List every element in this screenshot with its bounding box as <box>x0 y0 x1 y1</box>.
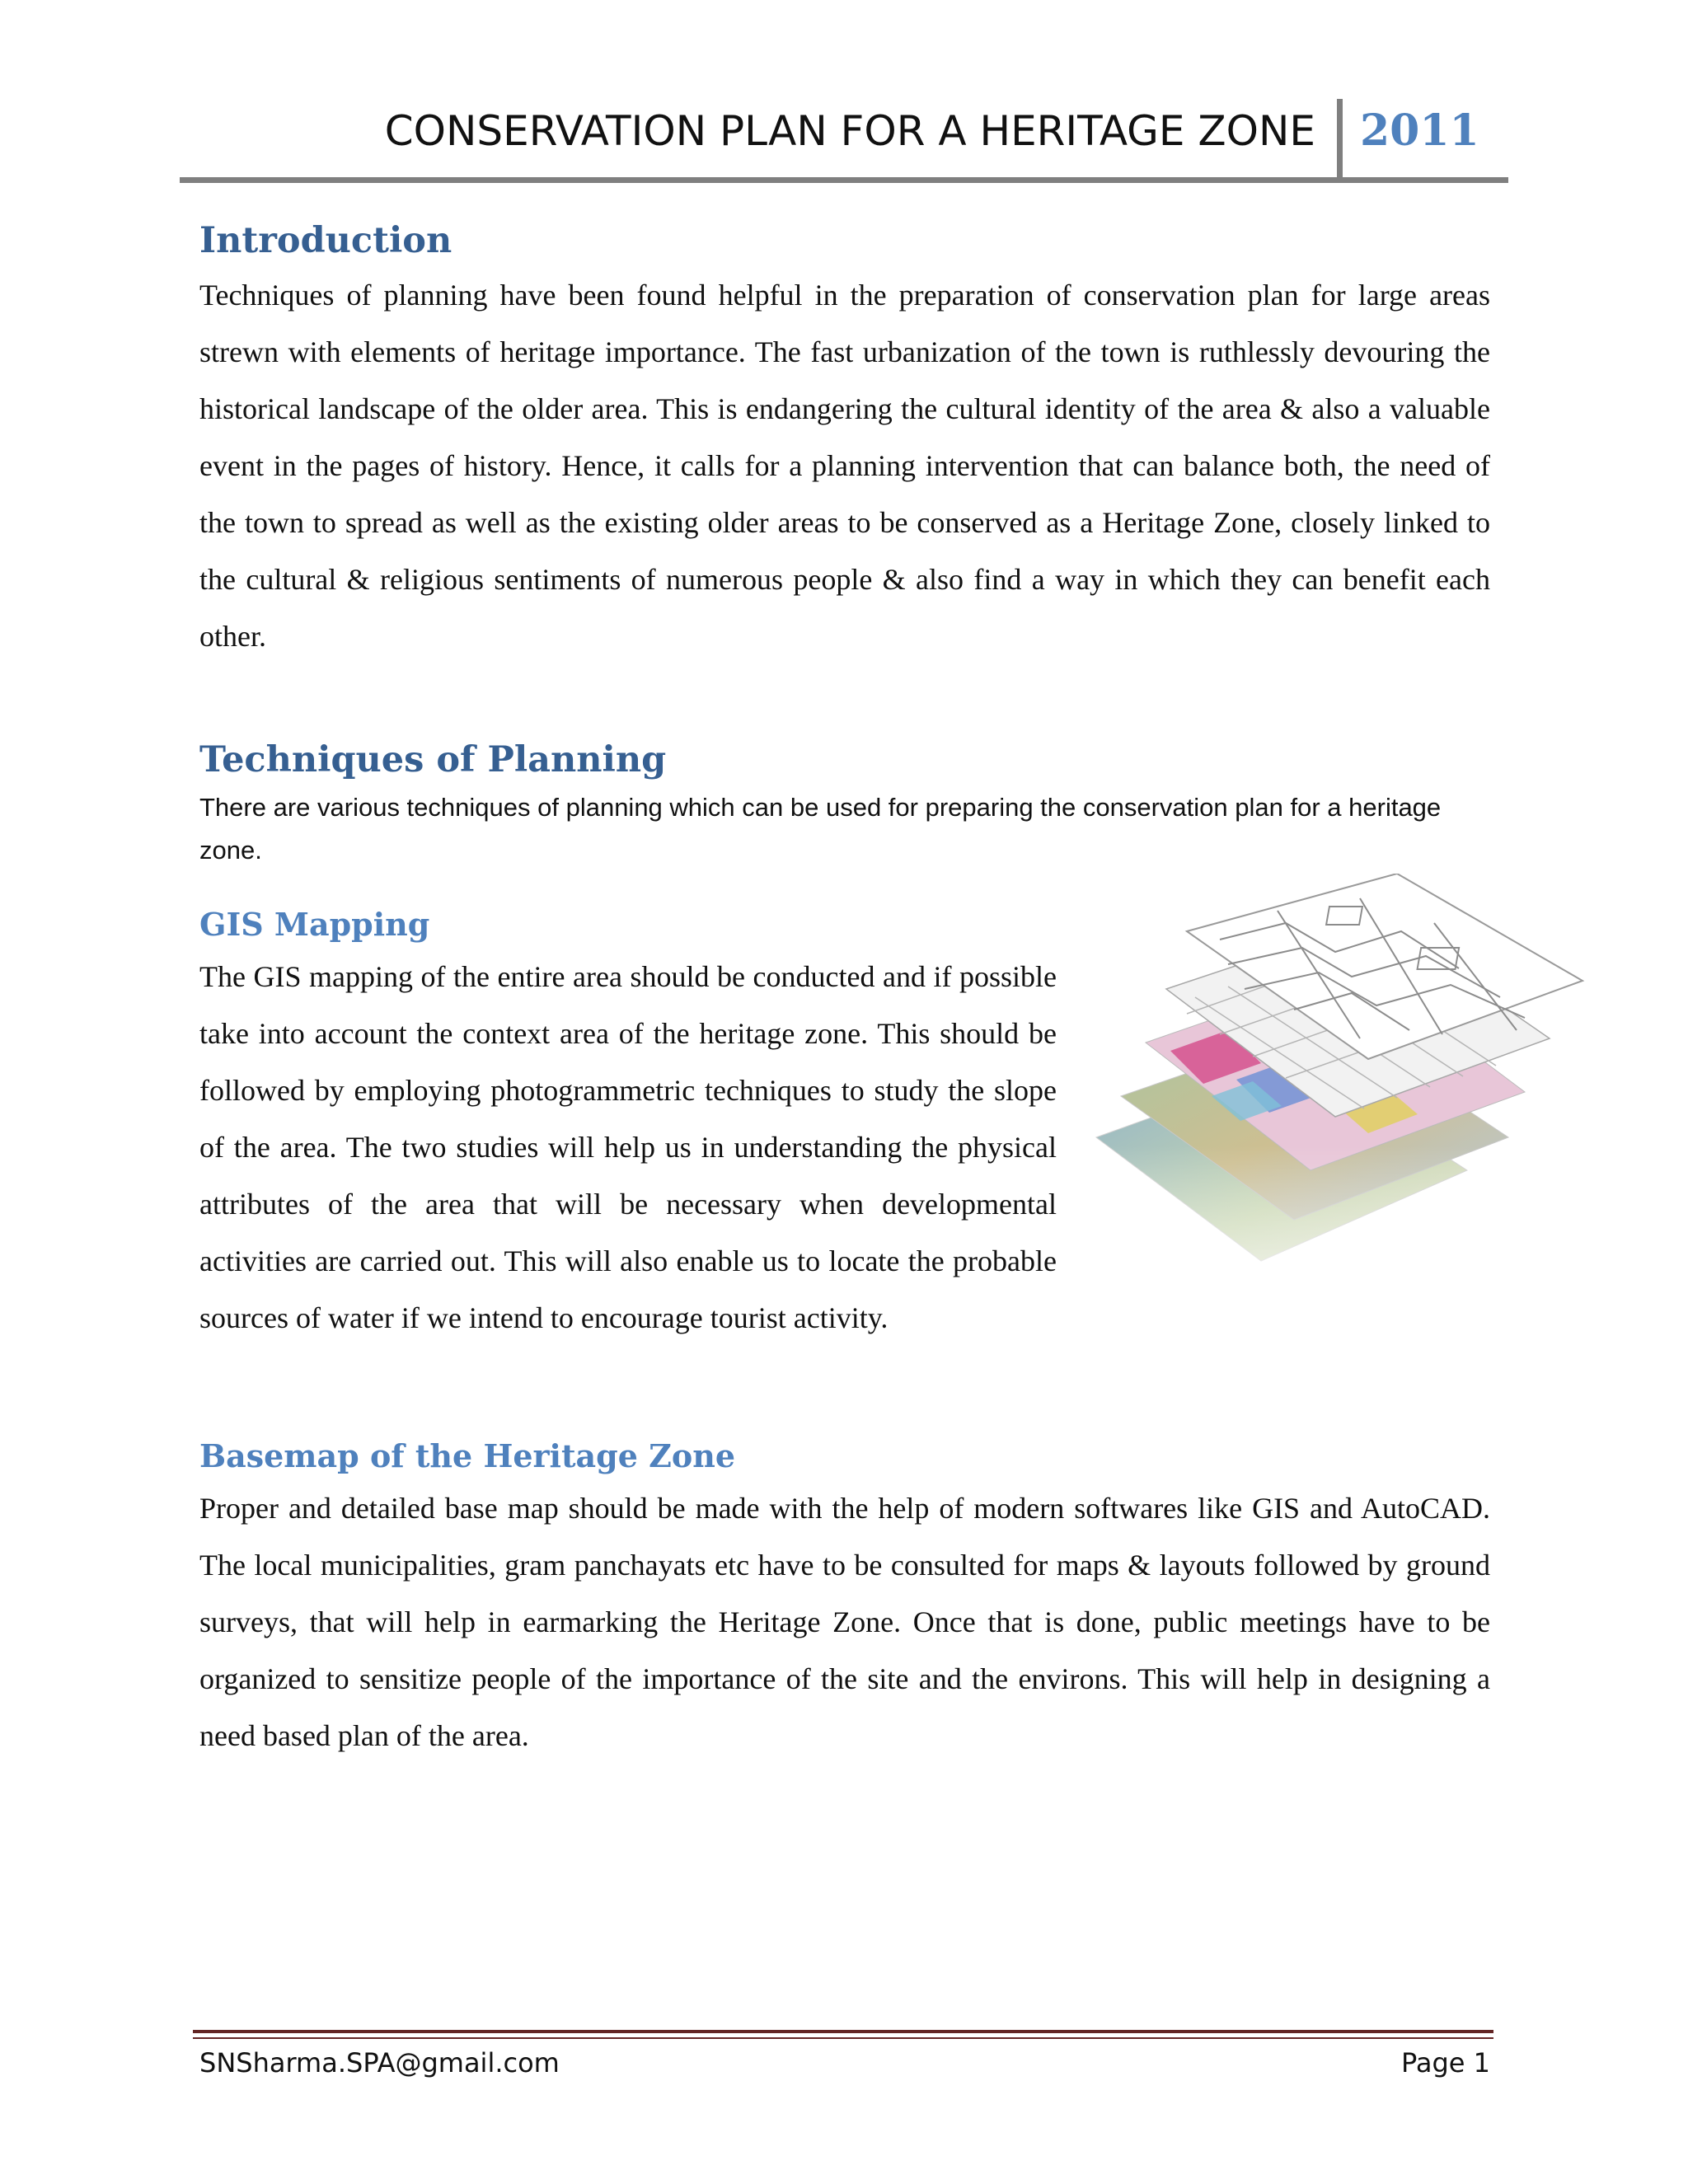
footer-rule-thin <box>193 2037 1493 2039</box>
header-separator <box>1337 99 1343 178</box>
techniques-section <box>199 733 1490 872</box>
page-number: Page 1 <box>1401 2047 1490 2079</box>
basemap-text: Proper and detailed base map should be made with the help of modern softwares like GIS and AutoCAD. The local municipalities, gram panchayats etc have to be consulted for maps & layouts followed by ground surveys, that will help in earmarking the Heritage Zone. Once that is done, public meetings have to be organized to sensitize people of the importance of the site and the environs. This will help in designing a need based plan of the area. <box>199 1492 1490 1752</box>
page-header <box>180 97 1508 180</box>
basemap-section <box>199 1432 1490 1765</box>
gis-layers-illustration <box>1088 874 1591 1335</box>
basemap-heading: Basemap of the Heritage Zone <box>199 1437 736 1474</box>
gis-mapping-section <box>199 901 1057 1347</box>
gis-layers-icon <box>1088 874 1591 1335</box>
footer-rule-thick <box>193 2030 1493 2033</box>
footer-email: SNSharma.SPA@gmail.com <box>199 2047 560 2079</box>
document-year: 2011 <box>1360 105 1479 156</box>
techniques-text: There are various techniques of planning which can be used for preparing the conservation plan for a heritage zone. <box>199 793 1442 865</box>
gis-mapping-text: The GIS mapping of the entire area should be conducted and if possible take into account the context area of the heritage zone. This should be followed by employing photogrammetric techniques to study the slope of the area. The two studies will help us in understanding the physical attributes of the area that will be necessary when developmental activities are carried out. This will also enable us to locate the probable sources of water if we intend to encourage tourist activity. <box>199 960 1057 1334</box>
document-title: CONSERVATION PLAN FOR A HERITAGE ZONE <box>384 107 1315 155</box>
introduction-heading: Introduction <box>199 220 452 261</box>
introduction-text: Techniques of planning have been found helpful in the preparation of conservation plan for large areas strewn with elements of heritage importance. The fast urbanization of the town is ruthlessly devouring the historical landscape of the older area. This is endangering the cultural identity of the area & also a valuable event in the pages of history. Hence, it calls for a planning intervention that can balance both, the need of the town to spread as well as the existing older areas to be conserved as a Heritage Zone, closely linked to the cultural & religious sentiments of numerous people & also find a way in which they can benefit each other. <box>199 279 1490 653</box>
gis-mapping-heading: GIS Mapping <box>199 906 430 943</box>
techniques-heading: Techniques of Planning <box>199 739 667 780</box>
header-rule <box>180 177 1508 183</box>
introduction-section <box>199 214 1490 665</box>
